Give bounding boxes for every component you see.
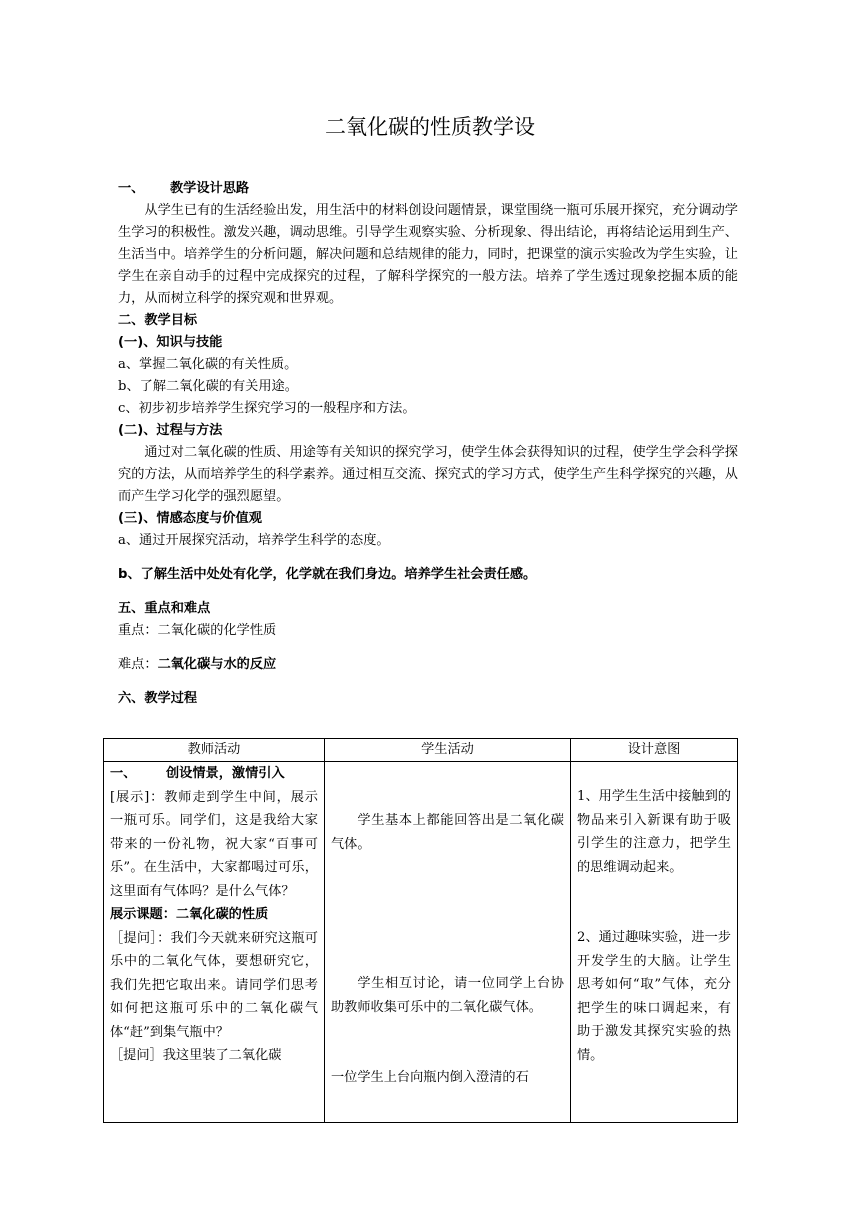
teacher-heading: [110, 762, 318, 786]
difficulty-label: 难点：: [118, 657, 158, 672]
teaching-process-table: [103, 738, 738, 1123]
table-header-row: [104, 739, 738, 762]
objective-item: c、初步初步培养学生探究学习的一般程序和方法。: [118, 401, 416, 416]
design-intent-cell: [571, 762, 738, 1123]
teacher-activity-cell: [104, 762, 325, 1123]
table-row: [104, 762, 738, 1123]
difficulty-point: [118, 654, 738, 676]
header-student-activity: 学生活动: [325, 739, 571, 762]
section-heading-objectives: 二、教学目标: [118, 313, 198, 328]
student-paragraph: 一位学生上台向瓶内倒入澄清的石: [331, 1070, 529, 1085]
intent-paragraph: 1、用学生生活中接触到的物品来引入新课有助于吸引学生的注意力，把学生的思维调动起来。: [577, 789, 731, 875]
objective-item-bold: b、了解生活中处处有化学，化学就在我们身边。培养学生社会责任感。: [118, 567, 537, 582]
document-body: [118, 178, 738, 710]
header-design-intent: 设计意图: [571, 739, 738, 762]
difficulty-value: 二氧化碳与水的反应: [157, 657, 277, 672]
subheading-knowledge-skills: (一)、知识与技能: [118, 335, 223, 350]
subheading-process-method: (二)、过程与方法: [118, 423, 223, 438]
objective-item: b、了解二氧化碳的有关用途。: [118, 379, 298, 394]
student-paragraph: 学生基本上都能回答出是二氧化碳气体。: [331, 813, 564, 852]
section-heading-teaching-process: 六、教学过程: [118, 691, 198, 706]
objective-item: a、通过开展探究活动，培养学生科学的态度。: [118, 533, 390, 548]
objective-item: a、掌握二氧化碳的有关性质。: [118, 357, 298, 372]
document-title: 二氧化碳的性质教学设: [325, 115, 535, 139]
design-idea-paragraph: 从学生已有的生活经验出发，用生活中的材料创设问题情景，课堂围绕一瓶可乐展开探究，充分调动学生学习的积极性。激发兴趣，调动思维。引导学生观察实验、分析现象、得出结论，再将结论运用到生产、生活当中。培养学生的分析问题，解决问题和总结规律的能力，同时，把课堂的演示实验改为学生实验，让学生在亲自动手的过程中完成探究的过程，了解科学探究的一般方法。培养了学生透过现象挖掘本质的能力，从而树立科学的探究观和世界观。: [118, 203, 738, 306]
section-heading-design-idea: [118, 178, 738, 200]
teacher-heading-title: 创设情景，激情引入: [166, 766, 285, 781]
intent-paragraph: 2、通过趣味实验，进一步开发学生的大脑。让学生思考如何“取”气体，充分把学生的味口调起来，有助于激发其探究实验的热情。: [577, 930, 731, 1063]
teacher-paragraph: ［提问］我这里装了二氧化碳: [110, 1048, 282, 1063]
teacher-paragraph: ［提问］：我们今天就来研究这瓶可乐中的二氧化气体，要想研究它，我们先把它取出来。请同学们思考如何把这瓶可乐中的二氧化碳气体“赶”到集气瓶中？: [110, 930, 318, 1040]
subheading-emotion-values: (三)、情感态度与价值观: [118, 511, 262, 526]
teacher-paragraph: [展示]：教师走到学生中间，展示一瓶可乐。同学们，这是我给大家带来的一份礼物，祝大家“百事可乐”。在生活中，大家都喝过可乐，这里面有气体吗？是什么气体？: [110, 789, 318, 899]
key-point: 重点：二氧化碳的化学性质: [118, 623, 277, 638]
student-paragraph: 学生相互讨论，请一位同学上台协助教师收集可乐中的二氧化碳气体。: [331, 976, 564, 1015]
header-teacher-activity: 教师活动: [104, 739, 325, 762]
process-method-paragraph: 通过对二氧化碳的性质、用途等有关知识的探究学习，使学生体会获得知识的过程，使学生学会科学探究的方法，从而培养学生的科学素养。通过相互交流、探究式的学习方式，使学生产生科学探究的兴趣，从而产生学习化学的强烈愿望。: [118, 445, 738, 504]
section-number: 一、: [118, 181, 145, 196]
teacher-heading-number: 一、: [110, 766, 137, 781]
section-title: 教学设计思路: [170, 181, 250, 196]
student-activity-cell: [325, 762, 571, 1123]
teacher-subheading: 展示课题：二氧化碳的性质: [110, 907, 269, 922]
section-heading-key-points: 五、重点和难点: [118, 601, 211, 616]
